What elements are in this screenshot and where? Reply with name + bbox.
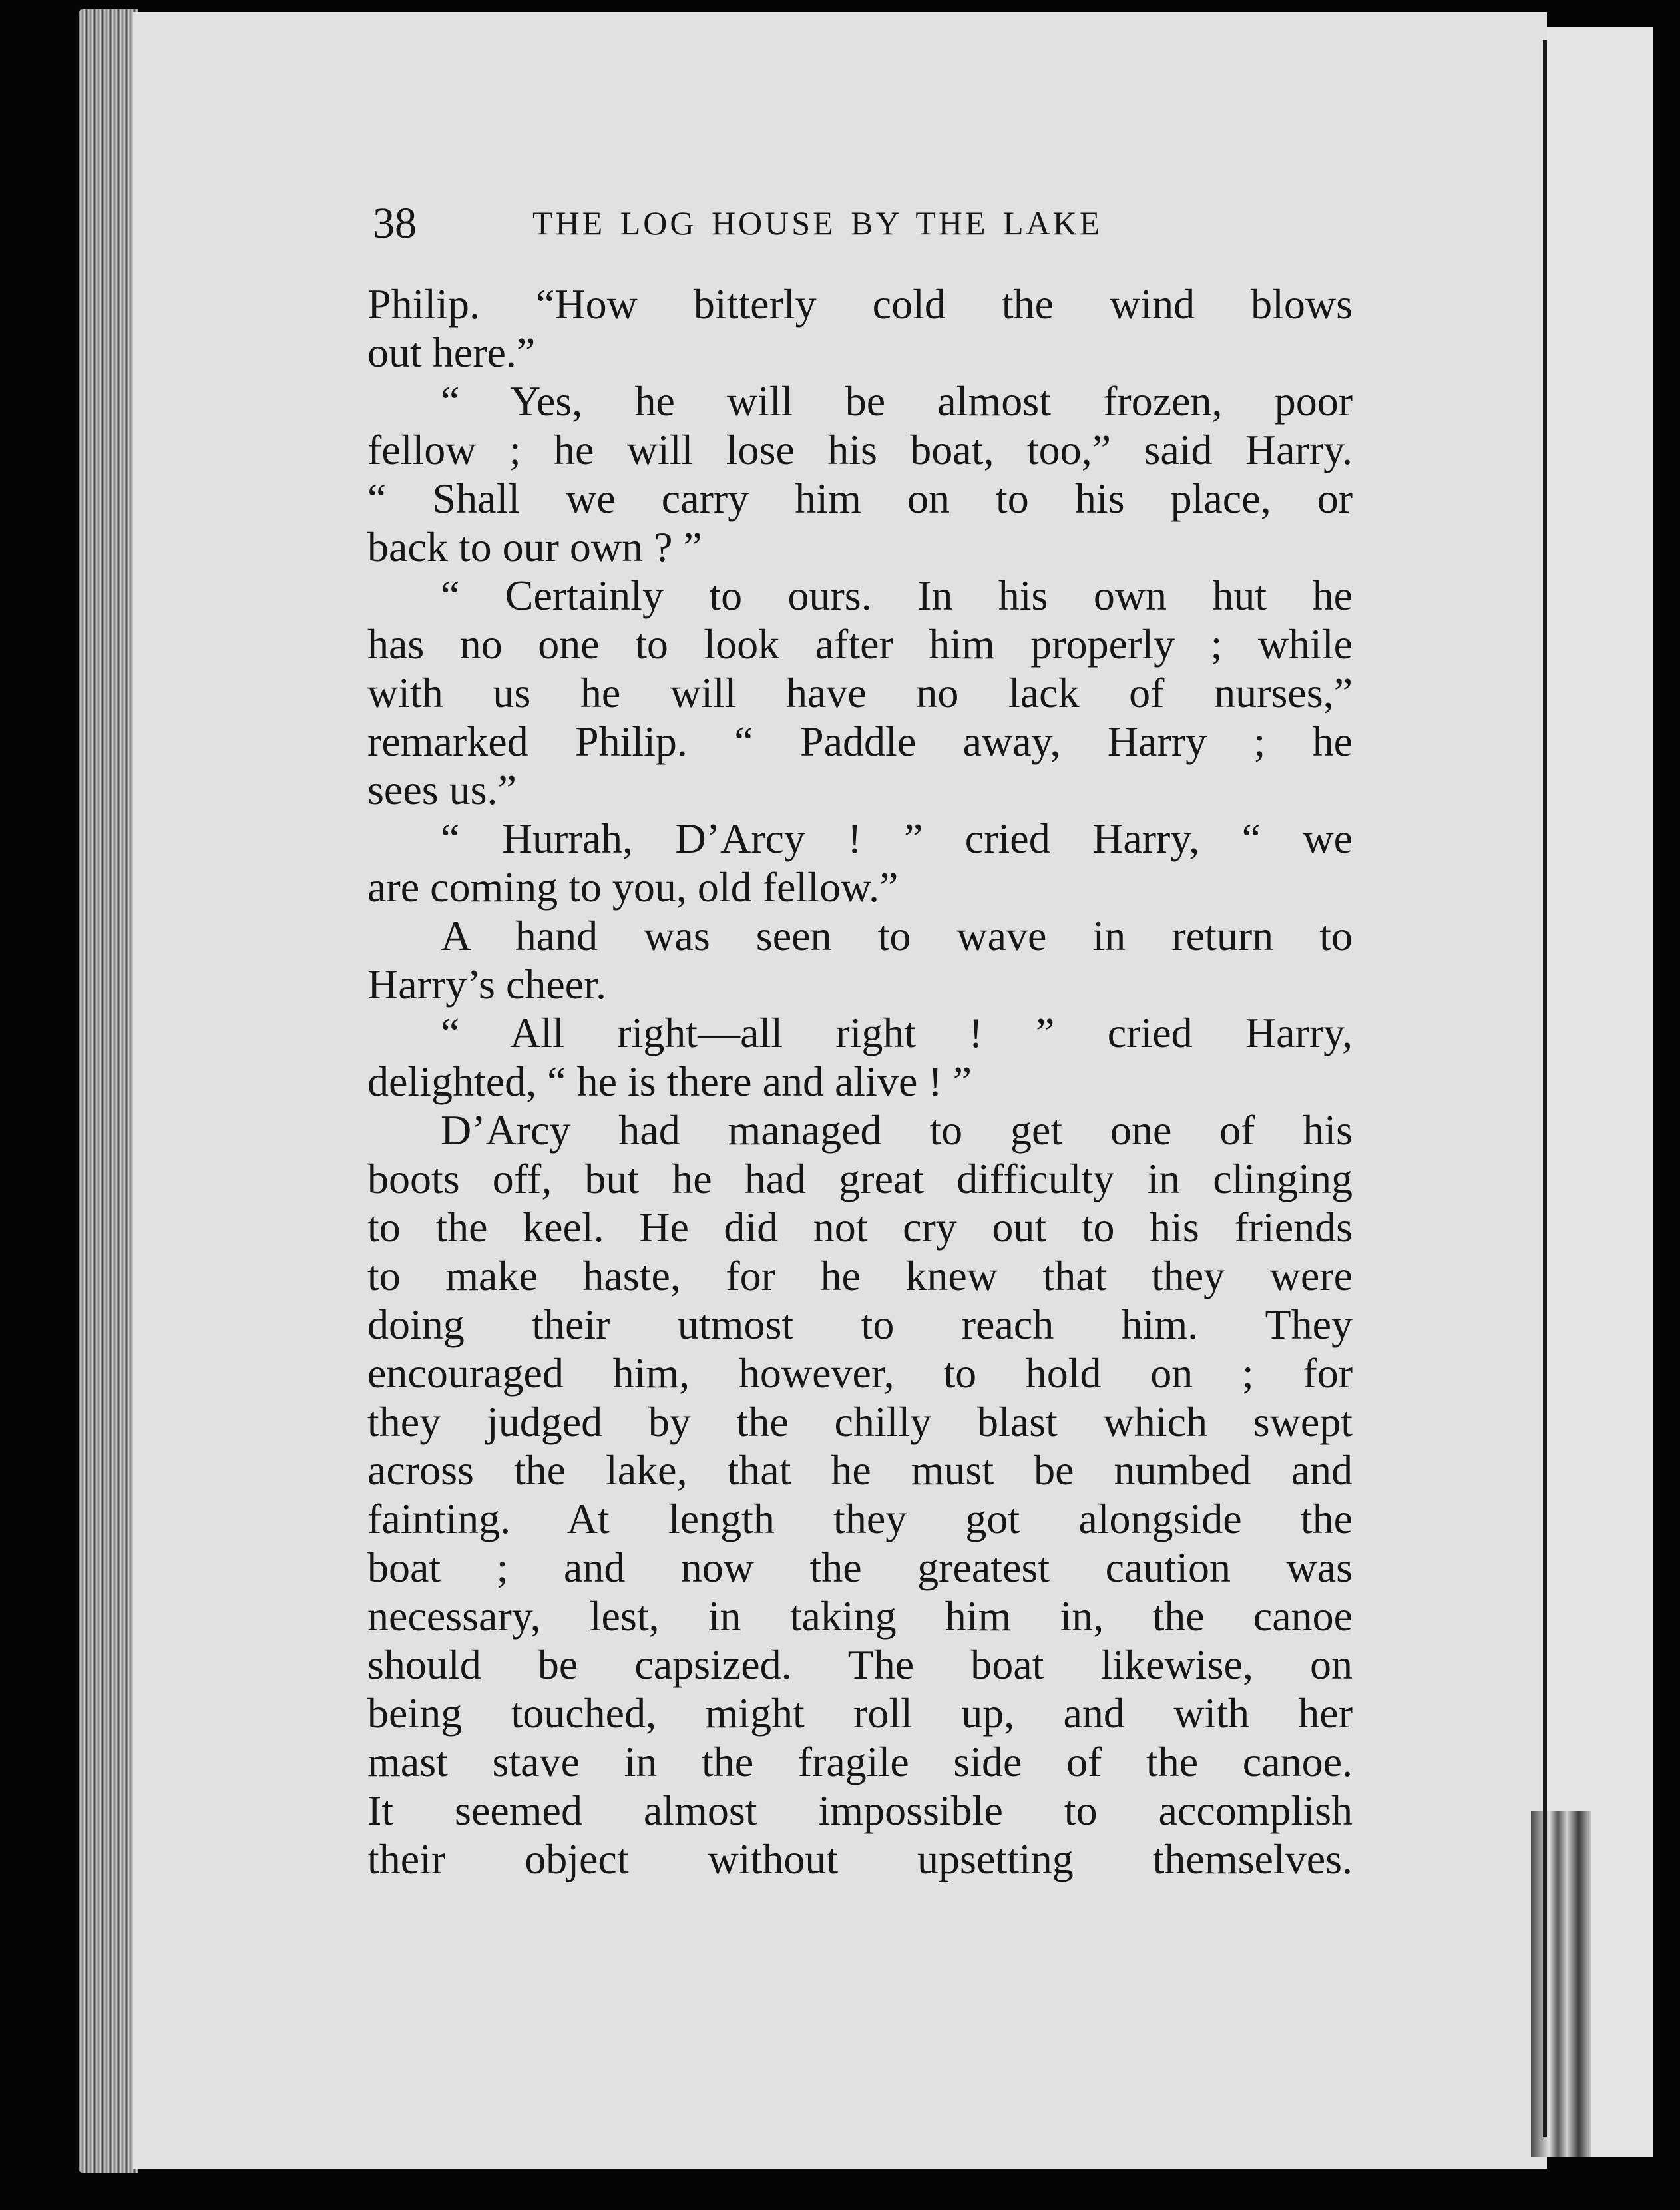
text-line: has no one to look after him properly ; while [367,620,1353,668]
text-line: their object without upsetting themselves. [367,1835,1353,1882]
text-line: are coming to you, old fellow.” [367,863,899,911]
facing-page-edge [1531,1811,1591,2157]
text-line: “ Shall we carry him on to his place, or [367,475,1353,522]
text-line: doing their utmost to reach him. They [367,1301,1353,1348]
body-text [367,280,1353,1883]
running-header [373,193,1211,260]
text-line: “ All right—all right ! ” cried Harry, [441,1009,1353,1056]
text-line: It seemed almost impossible to accomplish [367,1787,1353,1834]
book-binding-edge [79,9,138,2173]
running-title: THE LOG HOUSE BY THE LAKE [532,204,1103,242]
text-line: mast stave in the fragile side of the canoe. [367,1738,1353,1785]
page-gutter-line [1543,40,1547,2137]
text-line: being touched, might roll up, and with her [367,1689,1353,1737]
text-line: they judged by the chilly blast which swept [367,1398,1353,1445]
text-line: should be capsized. The boat likewise, on [367,1641,1353,1688]
text-line: to make haste, for he knew that they were [367,1252,1353,1299]
text-line: “ Certainly to ours. In his own hut he [441,572,1353,619]
text-line: “ Yes, he will be almost frozen, poor [441,377,1353,425]
page-number: 38 [373,199,417,248]
text-line: to the keel. He did not cry out to his friends [367,1204,1353,1251]
text-line: necessary, lest, in taking him in, the canoe [367,1592,1353,1640]
text-line: “ Hurrah, D’Arcy ! ” cried Harry, “ we [441,815,1353,862]
text-line: Harry’s cheer. [367,961,606,1008]
text-line: Philip. “How bitterly cold the wind blows [367,280,1353,328]
text-line: remarked Philip. “ Paddle away, Harry ; he [367,718,1353,765]
text-line: boots off, but he had great difficulty in clinging [367,1155,1353,1202]
text-line: encouraged him, however, to hold on ; for [367,1349,1353,1397]
text-line: D’Arcy had managed to get one of his [441,1106,1353,1154]
text-line: back to our own ? ” [367,523,702,570]
text-line: delighted, “ he is there and alive ! ” [367,1058,972,1105]
text-line: out here.” [367,329,536,376]
text-line: fellow ; he will lose his boat, too,” said Harry. [367,426,1353,473]
text-line: fainting. At length they got alongside the [367,1495,1353,1542]
text-line: across the lake, that he must be numbed and [367,1446,1353,1494]
text-line: boat ; and now the greatest caution was [367,1544,1353,1591]
text-line: sees us.” [367,766,517,813]
text-line: A hand was seen to wave in return to [441,912,1353,959]
text-line: with us he will have no lack of nurses,” [367,669,1353,716]
